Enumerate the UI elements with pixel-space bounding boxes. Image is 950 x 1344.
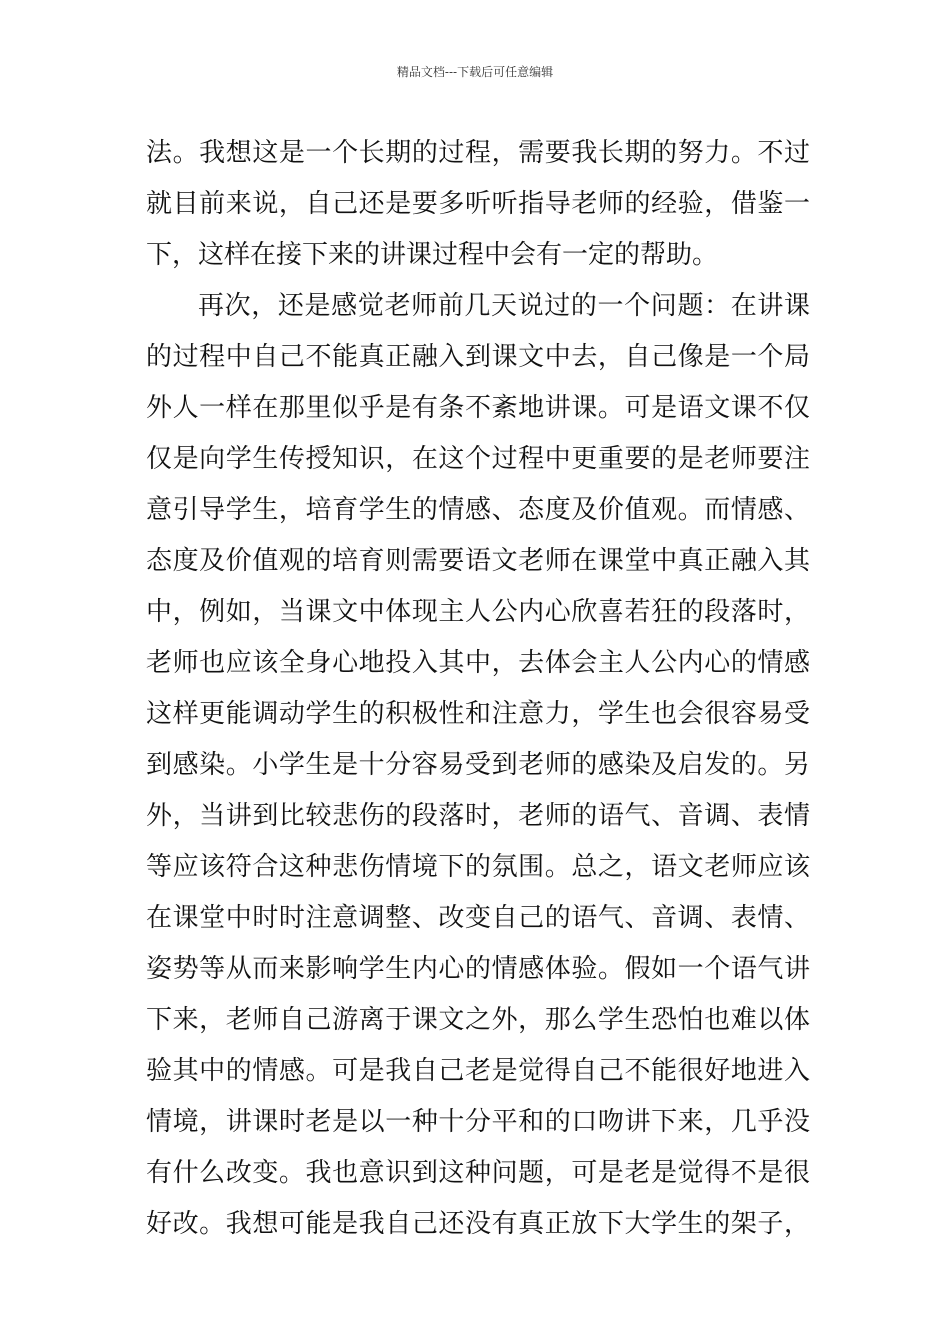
text-line: 到感染。小学生是十分容易受到老师的感染及启发的。另 — [146, 750, 810, 780]
text-line: 中，例如，当课文中体现主人公内心欣喜若狂的段落时， — [146, 597, 810, 627]
text-line: 有什么改变。我也意识到这种问题，可是老是觉得不是很 — [146, 1158, 810, 1188]
page-header: 精品文档---下载后可任意编辑 — [396, 65, 554, 79]
text-line: 下来，老师自己游离于课文之外，那么学生恐怕也难以体 — [146, 1005, 810, 1035]
text-line: 法。我想这是一个长期的过程，需要我长期的努力。不过 — [146, 138, 810, 168]
text-line: 在课堂中时时注意调整、改变自己的语气、音调、表情、 — [146, 903, 810, 933]
text-line: 老师也应该全身心地投入其中，去体会主人公内心的情感 — [146, 648, 810, 678]
text-line: 外，当讲到比较悲伤的段落时，老师的语气、音调、表情 — [146, 801, 810, 831]
text-line: 这样更能调动学生的积极性和注意力，学生也会很容易受 — [146, 699, 810, 729]
text-line: 就目前来说，自己还是要多听听指导老师的经验，借鉴一 — [146, 189, 810, 219]
text-line: 情境，讲课时老是以一种十分平和的口吻讲下来，几乎没 — [146, 1107, 810, 1137]
text-line: 好改。我想可能是我自己还没有真正放下大学生的架子， — [146, 1209, 810, 1239]
body-text — [146, 128, 810, 1250]
text-line: 再次，还是感觉老师前几天说过的一个问题：在讲课 — [198, 291, 810, 321]
text-line: 态度及价值观的培育则需要语文老师在课堂中真正融入其 — [146, 546, 810, 576]
paragraph-2 — [146, 281, 810, 1250]
text-line: 意引导学生，培育学生的情感、态度及价值观。而情感、 — [146, 495, 810, 525]
text-line: 下，这样在接下来的讲课过程中会有一定的帮助。 — [146, 240, 719, 270]
text-line: 等应该符合这种悲伤情境下的氛围。总之，语文老师应该 — [146, 852, 810, 882]
text-line: 的过程中自己不能真正融入到课文中去，自己像是一个局 — [146, 342, 810, 372]
text-line: 外人一样在那里似乎是有条不紊地讲课。可是语文课不仅 — [146, 393, 810, 423]
paragraph-1 — [146, 128, 810, 281]
text-line: 仅是向学生传授知识，在这个过程中更重要的是老师要注 — [146, 444, 810, 474]
text-line: 姿势等从而来影响学生内心的情感体验。假如一个语气讲 — [146, 954, 810, 984]
text-line: 验其中的情感。可是我自己老是觉得自己不能很好地进入 — [146, 1056, 810, 1086]
